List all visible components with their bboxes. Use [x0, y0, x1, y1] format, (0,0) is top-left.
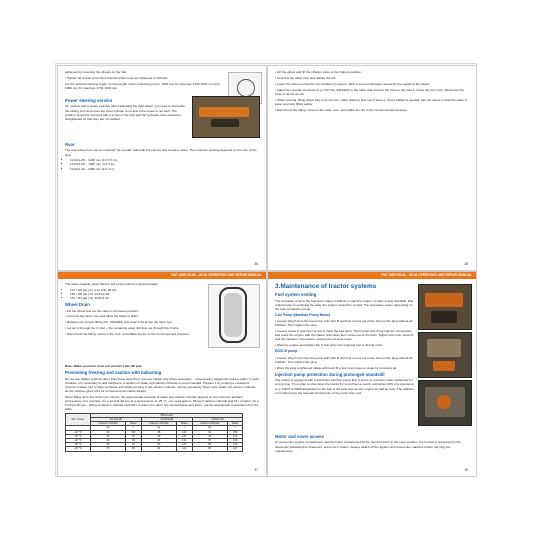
page-39-content — [275, 281, 414, 397]
text-line: • Lift the wheel and set the valve to its lowest position. — [65, 308, 139, 313]
bosch-pump-photo — [418, 332, 472, 378]
table-cell: 91 — [126, 443, 142, 447]
table-cell: -15 °C — [66, 434, 91, 438]
text-line: • Drive the plug a tightened inflate with lever B a few more times to clean by removing air. — [275, 365, 397, 370]
tire-spacing-list — [65, 158, 259, 170]
table-cell: 93 — [126, 439, 142, 443]
table-cell: 127 — [227, 447, 243, 451]
table-cell: 131 — [176, 439, 192, 443]
text-line: • Loosen plug A from the fuel pump with inlet B until fuel comes out of the hose in the plug without air bubbles. Then tighten the plug. — [275, 319, 413, 328]
table-cell: 28 — [141, 430, 176, 434]
table-cell: 40 — [90, 439, 125, 443]
table-cell: 91 — [141, 447, 176, 451]
paragraph: The water capacity when filled to 3/4 of the volume is approximately: — [65, 282, 159, 286]
table-cell: 67 — [90, 447, 125, 451]
table-cell: 54 — [141, 439, 176, 443]
table-sub-header: Water — [227, 422, 243, 426]
table-cell: 150 — [227, 430, 243, 434]
paragraph: The rear wheel rims can be mounted "at a pedal" with both the convex and concave sides. The minimum spacing depends on the size of the tires: — [65, 148, 257, 157]
table-cell: 57 — [192, 439, 227, 443]
capacity-list — [65, 288, 206, 300]
table-sub-header: Calcium chloride — [141, 422, 176, 426]
table-cell: 102 — [126, 430, 142, 434]
text-line: • Let air in through the C inlet – the remaining water will flow out through the D tube. — [65, 326, 180, 331]
table-cell: 43 — [192, 434, 227, 438]
power-steering-photo — [192, 96, 260, 138]
list-item: • 13.6/11-32 – 1280 mm (4 ft 2 in). — [70, 167, 259, 171]
section-heading: Power steering version — [65, 98, 113, 103]
table-cell: 136 — [227, 439, 243, 443]
table-top-header: Wheel size — [90, 413, 243, 417]
table-cell: 20 — [90, 430, 125, 434]
section-heading: Injection pump protection during prolonged standstill — [275, 371, 385, 377]
page-number: 37 — [254, 468, 258, 472]
page-38-content — [275, 70, 469, 114]
table-cell: l — [126, 426, 142, 430]
table-cell: 143 — [176, 430, 192, 434]
manual-page-39 — [268, 272, 476, 476]
manual-page-38 — [268, 66, 476, 270]
wheel-drain-diagram — [208, 284, 260, 348]
table-size-header: 13.6/11-32 — [192, 418, 243, 422]
antifreeze-table — [65, 413, 243, 452]
note-text: Note: Water pressure must not exceed 1 bar (30 psi). — [65, 364, 143, 368]
table-size-header: 13.6/12-28 — [141, 418, 192, 422]
list-item: • 12.4/11-28 – 1228 mm (4 ft 1½ in); — [70, 158, 259, 162]
table-cell: -20 °C — [66, 439, 91, 443]
list-item: • 160 l (35 gal.) for 13.6/12-28; — [70, 292, 206, 296]
list-item: • 113 l (25 gal.) for a 12.4/11-28 tire; — [70, 288, 206, 292]
cav-pump-photo — [418, 284, 472, 330]
header-bar: FIAT AGRI 35-66 – 80-94 OPERATING AND REPAIR MANUAL — [268, 272, 476, 279]
text-line: • Lower the wheel so that the tyre deflates by approx. 30% to prevent damage caused by the weight of the wheel. — [275, 81, 430, 86]
text-line: • Disconnect the fitting, screw in the cork, and inflate the tire to the recommended pressure. — [65, 332, 190, 337]
text-line: achieved by reversing the wheels on the hub. — [65, 70, 128, 74]
paragraph: For the optional steering angle, set the length of the connecting rod A: 1050 mm for spacings 1330-1630 mm and 1080 mm for spacings 1730-1930 mm. — [65, 81, 220, 90]
paragraph: The formation of air in the fuel lines makes it difficult to start the engine, so after a long standstill, filter replacement or emptying the tank, the system should be vented. The procedure varies depending on the type of injection pump. — [275, 298, 414, 311]
table-cell: 30 — [90, 434, 125, 438]
text-line: • When pouring, lifting wheel has to be full size, water starts to flow out of hose A. If less ballast is needed, turn the wheel so that the water is lower and stop filling earlier. — [275, 97, 468, 106]
page-36-rear-section — [65, 140, 259, 172]
table-cell: 96 — [192, 447, 227, 451]
table-cell: l — [227, 426, 243, 430]
table-sub-header: Calcium chloride — [90, 422, 125, 426]
text-line: • Tighten all screws and check that the wheel nuts are tightened to 160 Nm. — [65, 75, 169, 80]
table-sub-header: Calcium chloride — [192, 422, 227, 426]
manual-spread — [56, 64, 476, 476]
page-36-power-section — [65, 96, 188, 123]
paragraph: On models with a power cylinder, when adjusting the right wheel, you need to dismantle the sliding joint and move the inner cylinder to its axis if the hoses is not bent. The position should be secured with a screw of the hole and the hydraulic lines should be straightened so that they are not twisted. — [65, 104, 185, 121]
manual-page-37 — [58, 272, 266, 476]
section-heading: BOSCH pump — [275, 349, 298, 354]
table-sub-header: Water — [176, 422, 192, 426]
table-row-label-header: Min. Temp. — [66, 413, 91, 426]
table-cell: kg — [141, 426, 176, 430]
text-line: • Lift the wheel and lift the inflation valve to the highest position. — [275, 70, 362, 74]
page-37-freeze-content — [65, 364, 259, 452]
table-size-header: 12.4/11-28 — [90, 418, 141, 422]
table-row — [66, 447, 243, 451]
table-cell: 130 — [227, 443, 243, 447]
manual-page-36 — [58, 66, 266, 270]
text-line: • Unscrew the valve core and deflate the tire. — [275, 75, 337, 80]
table-cell: 97 — [126, 434, 142, 438]
list-item: • 170 l (37 gal.) for 13.6/11-32. — [70, 296, 206, 300]
page-36-content — [65, 70, 226, 92]
paragraph: Do not use ballast systems other than those described, and use ballast only when necessary – unnecessary weight can reduce safety. In cold climates, it is necessary to add antifreeze. A solution of water and calcium chloride is recommended. Prepare it by pouring a measured amount of water into a clean container and slowly pouring in the calcium chloride, stirring constantly. Never pour water into calcium chloride, as the reaction gives off a lot of heat and can cause danger. — [65, 376, 259, 393]
paragraph: To access the engine compartment, pull the lower outward and lift the hood forward. In the open position, the bonnet is supported by the telescopic (kickstand) to lowered it, press the F button. Always switch off the ignition and secure the machine before carrying out maintenance. — [275, 440, 461, 453]
table-cell: 31 — [192, 430, 227, 434]
table-cell: kg — [90, 426, 125, 430]
engine-photo — [418, 380, 472, 426]
section-heading: Rear — [65, 142, 75, 147]
text-line: • Unscrew the valve core and allow the water to drain. — [65, 314, 139, 319]
paragraph: When filling up to 3/4 of the tyre volume, the approximate amounts of water and calcium chloride depend on the minimum ambient temperature. For example, for a 12.4/11-28 tyre at a temperature of -25 °C, you need approx. 56 kg of calcium chloride and 91 l of water; for a 13.6/12-28 tyre – 80 kg of calcium chloride and 125 l of water. For other tyre temperatures and sizes, use the appropriate proportions from the table: — [65, 394, 259, 411]
table-cell: 83 — [192, 443, 227, 447]
table-cell: -25 °C — [66, 443, 91, 447]
table-cell: 80 — [141, 443, 176, 447]
page-number: 39 — [464, 468, 468, 472]
text-line: • Loosen screw C and inner screw D (near the fuel tank). Then loosen the three injector connections and crank the engine with the starter until clean fuel comes out of the lines. Tighten the inner screw D and the injection connections, leaving the screw E loose. — [275, 329, 414, 342]
table-cell: 125 — [176, 443, 192, 447]
table-cell: 40 — [141, 434, 176, 438]
table-cell: kg — [192, 426, 227, 430]
table-cell: 137 — [176, 434, 192, 438]
table-cell: 89 — [126, 447, 142, 451]
section-heading: Motor and cover access — [275, 434, 324, 439]
list-item: • 13.6/12-28 – 1280 mm (4 ft 2 in); — [70, 162, 259, 166]
page-number: 38 — [464, 262, 468, 266]
table-cell: 122 — [176, 447, 192, 451]
page-37-drain-content — [65, 282, 206, 338]
text-line: • Attach the special connector (e.g. FIAT No. 2919403) to the valve and connect the hose to the inlet A. Close the tire is full, disconnect the hose to let the air out. — [275, 87, 465, 96]
section-heading: Preventing freezing and caution with ballasting — [65, 370, 162, 376]
table-cell: 142 — [227, 434, 243, 438]
section-heading: Fuel system venting — [275, 292, 317, 298]
text-line: • Replace the service fitting (No. 2919406) and insert tube B into the inner tyre. — [65, 320, 173, 325]
table-cell: 56 — [90, 443, 125, 447]
table-cell: -10 °C — [66, 430, 91, 434]
text-line: • Loosen plug A from the fuel pump with inlet B until fuel comes out of the hose in the plug without air bubbles. Then tighten the plug. — [275, 355, 413, 364]
page-39-motor-section — [275, 432, 469, 454]
text-line: • Start the engine and tighten the C bolt when the outgoing fuel is devoid of air. — [275, 343, 383, 348]
paragraph: The tractor is equipped with a distributor injection pump that is prone to corrosion when stationary for a long time. If you plan to shut down the tractor for more than a month, add about 10% of a special oil (e.g. FROT S 50/50 kitoplastic) to the fuel in the tank and run the engine for half an hour. The addition of oil will protect the internal components of the pump from rust. — [275, 378, 414, 395]
text-line: • Disconnect the fitting, screw in the valve core, and inflate the tire to the recommended pressure. — [275, 107, 409, 112]
table-cell: l — [176, 426, 192, 430]
table-sub-header: Water — [126, 422, 142, 426]
header-bar: FIAT AGRI 35-66 – 80-94 OPERATING AND REPAIR MANUAL — [58, 272, 266, 279]
section-heading: CAV Pump (Manifold Pump Motor) — [275, 312, 331, 317]
chapter-heading: 3.Maintenance of tractor systems — [275, 283, 377, 290]
page-number: 36 — [254, 262, 258, 266]
section-heading: Wheel Drain — [65, 302, 90, 308]
table-cell: -30 °C — [66, 447, 91, 451]
